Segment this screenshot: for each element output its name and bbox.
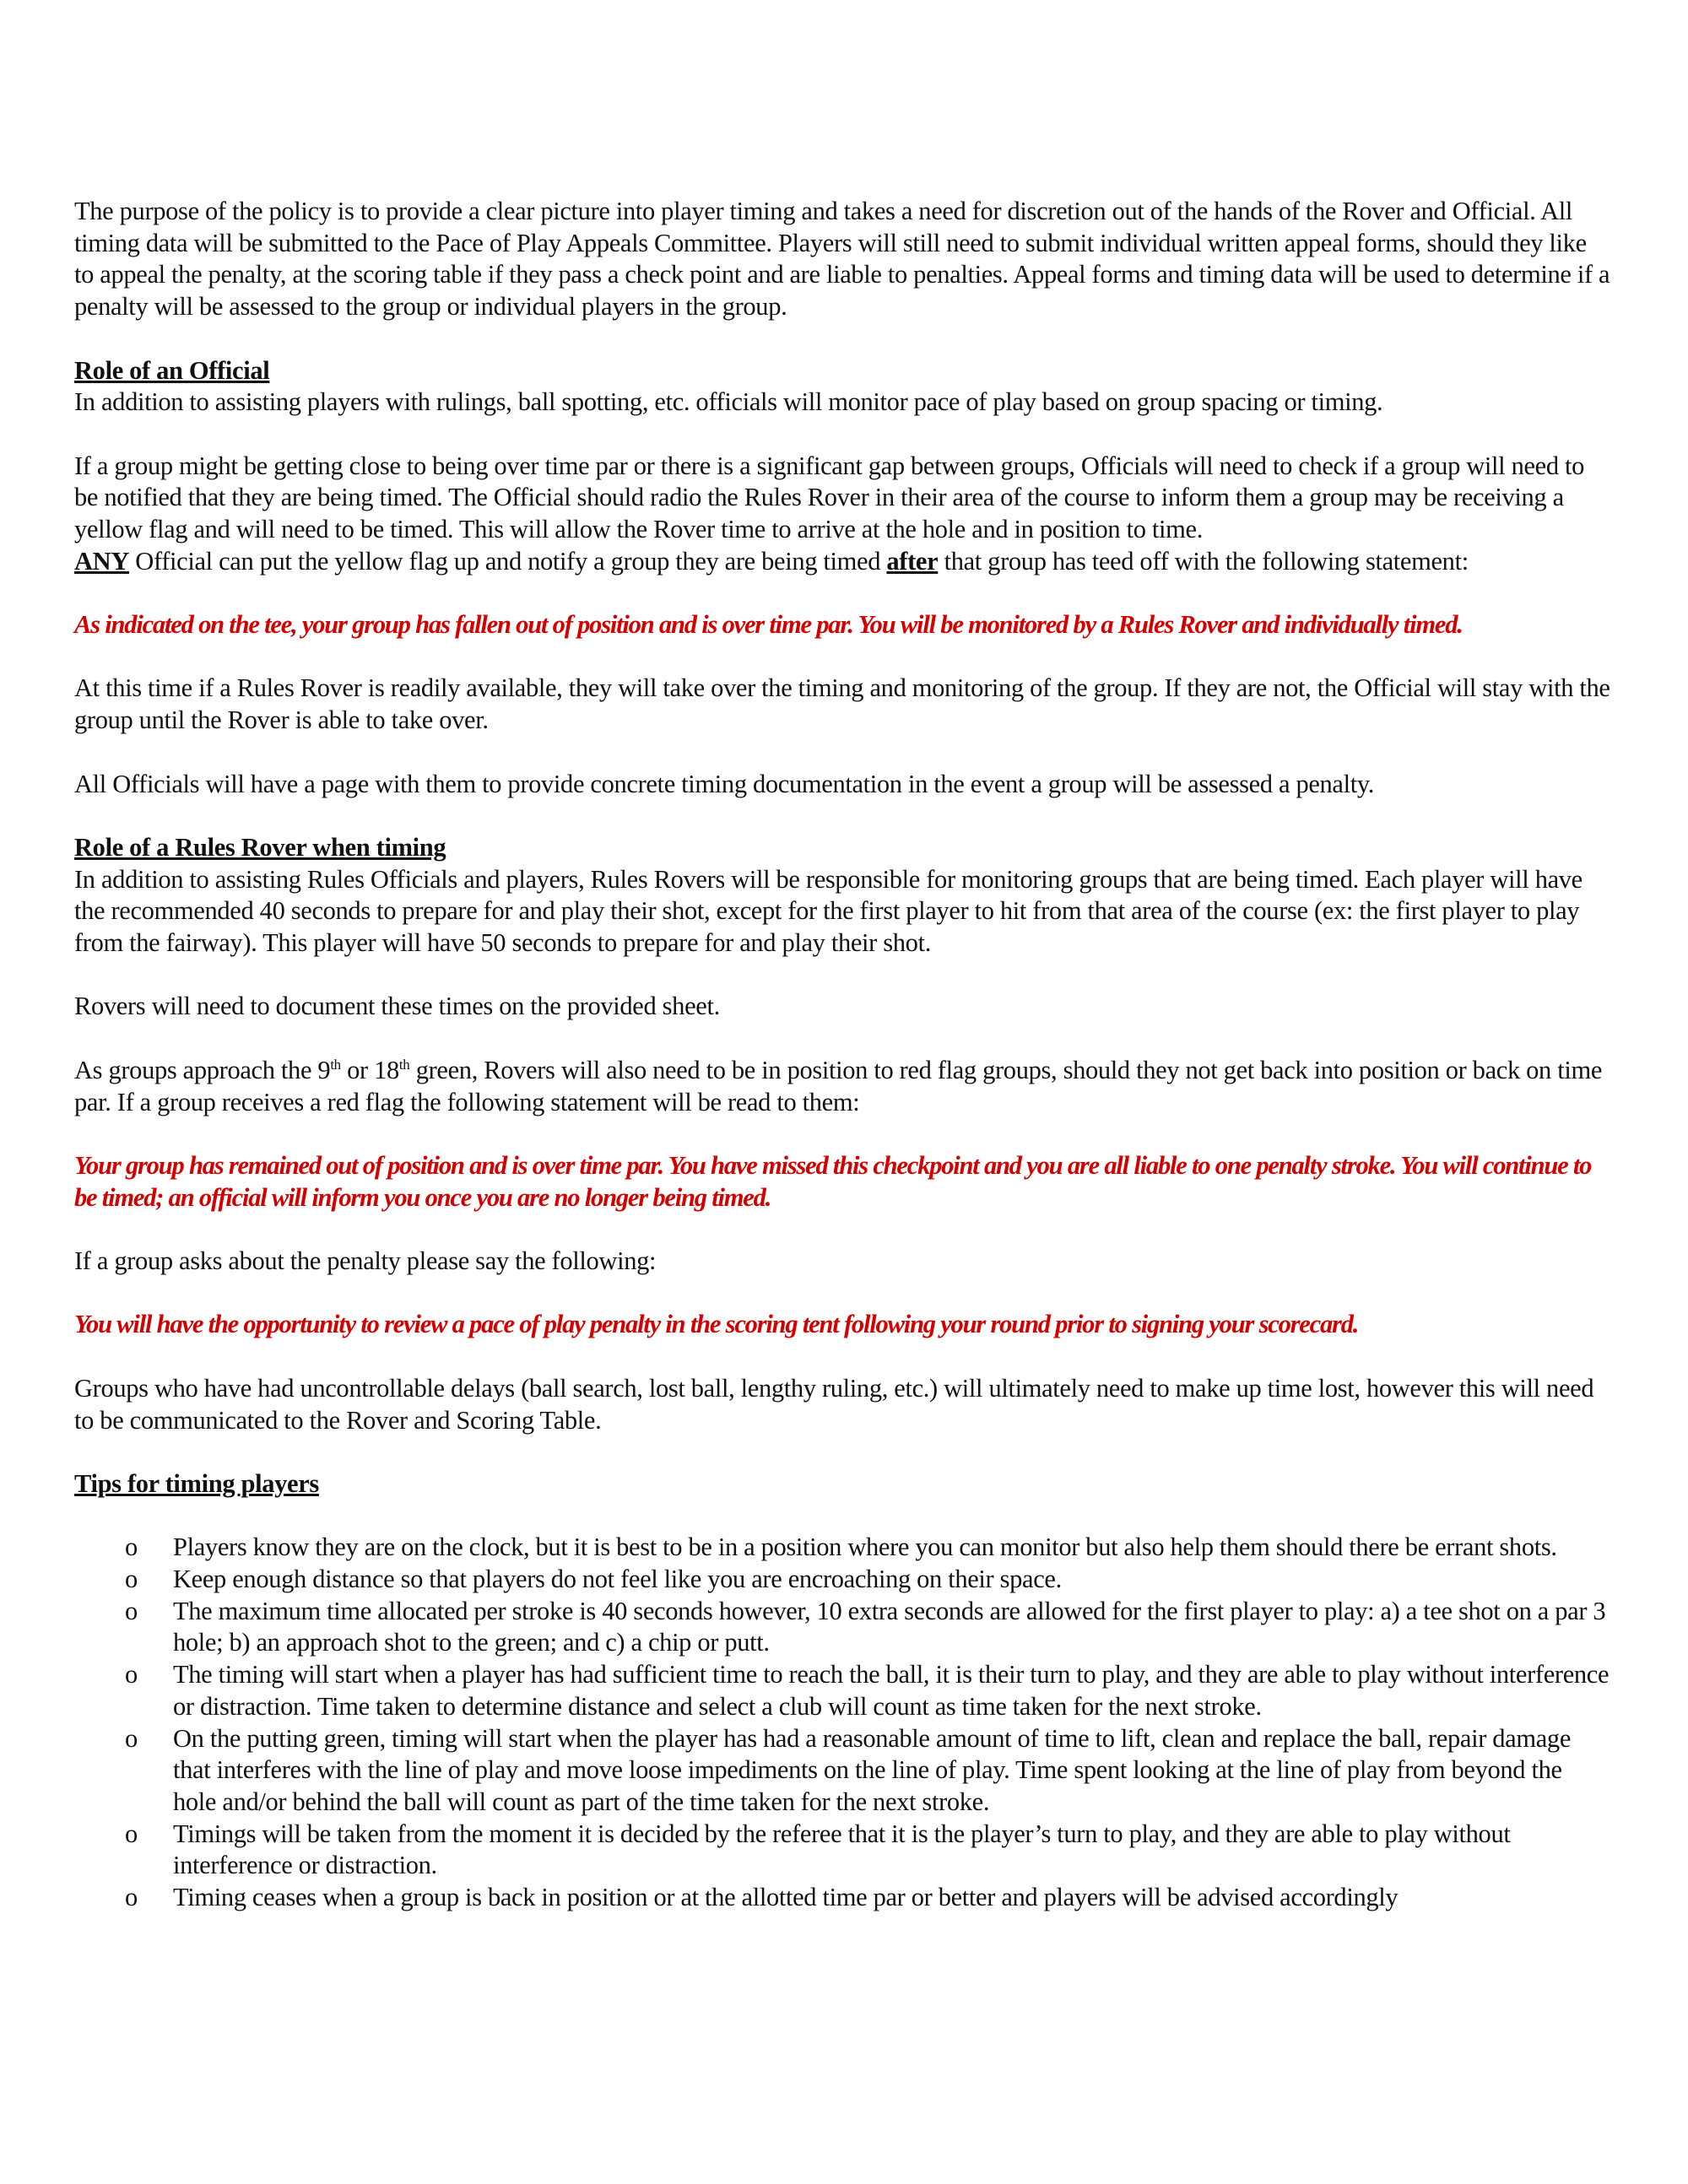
red-flag-statement: Your group has remained out of position and is over time par. You have missed this checkpoint and you are all liable to one penalty stroke. You will continue to be timed; an official will inform you once you are no longer being timed. [74,1150,1592,1212]
bullet-icon: o [125,1660,138,1689]
heading-role-of-rover: Role of a Rules Rover when timing [74,832,446,862]
bullet-icon: o [125,1533,138,1562]
emphasis-any: ANY [74,546,130,576]
list-item [74,1564,1610,1596]
list-item [74,1596,1610,1659]
document-body [74,196,1610,1914]
official-paragraph-2 [74,451,1610,578]
official-paragraph-4: At this time if a Rules Rover is readily available, they will take over the timing and monitoring of the group. If they are not, the Official will stay with the group until the Rover is able to take over. [74,673,1610,735]
emphasis-after: after [886,546,939,576]
official-paragraph-1: In addition to assisting players with rulings, ball spotting, etc. officials will monitor pace of play based on group spacing or timing. [74,387,1383,417]
heading-role-of-official: Role of an Official [74,355,270,385]
tips-list [74,1532,1610,1913]
rover-p3-a: As groups approach the 9 [74,1055,331,1084]
tip-text: Keep enough distance so that players do not feel like you are encroaching on their space. [173,1565,1062,1594]
superscript-th: th [398,1056,410,1073]
tip-text: Timing ceases when a group is back in position or at the allotted time par or better and players will be advised accordingly [173,1883,1399,1912]
rover-p3-c: green, Rovers will also need to be in position to red flag groups, should they not get back into position or back on time par. If a group receives a red flag the following statement will be read to them: [74,1055,1603,1116]
yellow-flag-statement: As indicated on the tee, your group has fallen out of position and is over time par. You will be monitored by a Rules Rover and individually timed. [74,610,1463,640]
rover-paragraph-1: In addition to assisting Rules Officials and players, Rules Rovers will be responsible for monitoring groups that are being timed. Each player will have the recommended 40 seconds to prepare for and play their shot, except for the first player to hit from that area of the course (ex: the first player to play from the fairway). This player will have 50 seconds to prepare for and play their shot. [74,864,1582,958]
tip-text: The timing will start when a player has had sufficient time to reach the ball, it is their turn to play, and they are able to play without interference or distraction. Time taken to determine distance and select a club will count as time taken for the next stroke. [173,1660,1610,1721]
bullet-icon: o [125,1596,138,1625]
rover-paragraph-2: Rovers will need to document these times on the provided sheet. [74,992,720,1021]
rover-p3-b: or 18 [340,1055,399,1084]
rover-section [74,832,1610,960]
official-paragraph-5: All Officials will have a page with them to provide concrete timing documentation in the event a group will be assessed a penalty. [74,769,1375,798]
official-p3-a: Official can put the yellow flag up and notify a group they are being timed [129,546,887,576]
list-item [74,1659,1610,1722]
tip-text: The maximum time allocated per stroke is 40 seconds however, 10 extra seconds are allowed for the first player to play: a) a tee shot on a par 3 hole; b) an approach shot to the green; and c) a chip or putt. [173,1596,1606,1657]
official-section [74,355,1610,419]
rover-paragraph-4: If a group asks about the penalty please say the following: [74,1246,657,1276]
tip-text: On the putting green, timing will start when the player has had a reasonable amount of time to lift, clean and replace the ball, repair damage that interferes with the line of play and move loose impediments on the line of play. Time spent looking at the line of play from beyond the hole and/or behind the ball will count as part of the time taken for the next stroke. [173,1723,1572,1816]
tip-text: Players know they are on the clock, but it is best to be in a position where you can monitor but also help them should there be errant shots. [173,1533,1557,1562]
list-item [74,1819,1610,1882]
rover-paragraph-5: Groups who have had uncontrollable delays (ball search, lost ball, lengthy ruling, etc.) will ultimately need to make up time lost, however this will need to be communicated to the Rover and Scoring Table. [74,1373,1594,1435]
intro-paragraph: The purpose of the policy is to provide a clear picture into player timing and takes a need for discretion out of the hands of the Rover and Official. All timing data will be submitted to the Pace of Play Appeals Committee. Players will still need to submit individual written appeal forms, should they like to appeal the penalty, at the scoring table if they pass a check point and are liable to penalties. Appeal forms and timing data will be used to determine if a penalty will be assessed to the group or individual players in the group. [74,197,1610,322]
tip-text: Timings will be taken from the moment it is decided by the referee that it is the player’s turn to play, and they are able to play without interference or distraction. [173,1819,1511,1880]
list-item [74,1723,1610,1819]
bullet-icon: o [125,1723,138,1753]
heading-tips: Tips for timing players [74,1468,319,1498]
bullet-icon: o [125,1883,138,1912]
penalty-review-statement: You will have the opportunity to review a pace of play penalty in the scoring tent following your round prior to signing your scorecard. [74,1310,1359,1339]
bullet-icon: o [125,1819,138,1848]
official-p3-b: that group has teed off with the following statement: [938,546,1469,576]
list-item [74,1882,1610,1914]
superscript-th: th [330,1056,341,1073]
rover-paragraph-3 [74,1055,1610,1118]
list-item [74,1532,1610,1564]
bullet-icon: o [125,1565,138,1594]
official-paragraph-2-text: If a group might be getting close to being over time par or there is a significant gap between groups, Officials will need to check if a group will need to be notified that they are being timed. The Official should radio the Rules Rover in their area of the course to inform them a group may be receiving a yellow flag and will need to be timed. This will allow the Rover time to arrive at the hole and in position to time. [74,451,1585,543]
